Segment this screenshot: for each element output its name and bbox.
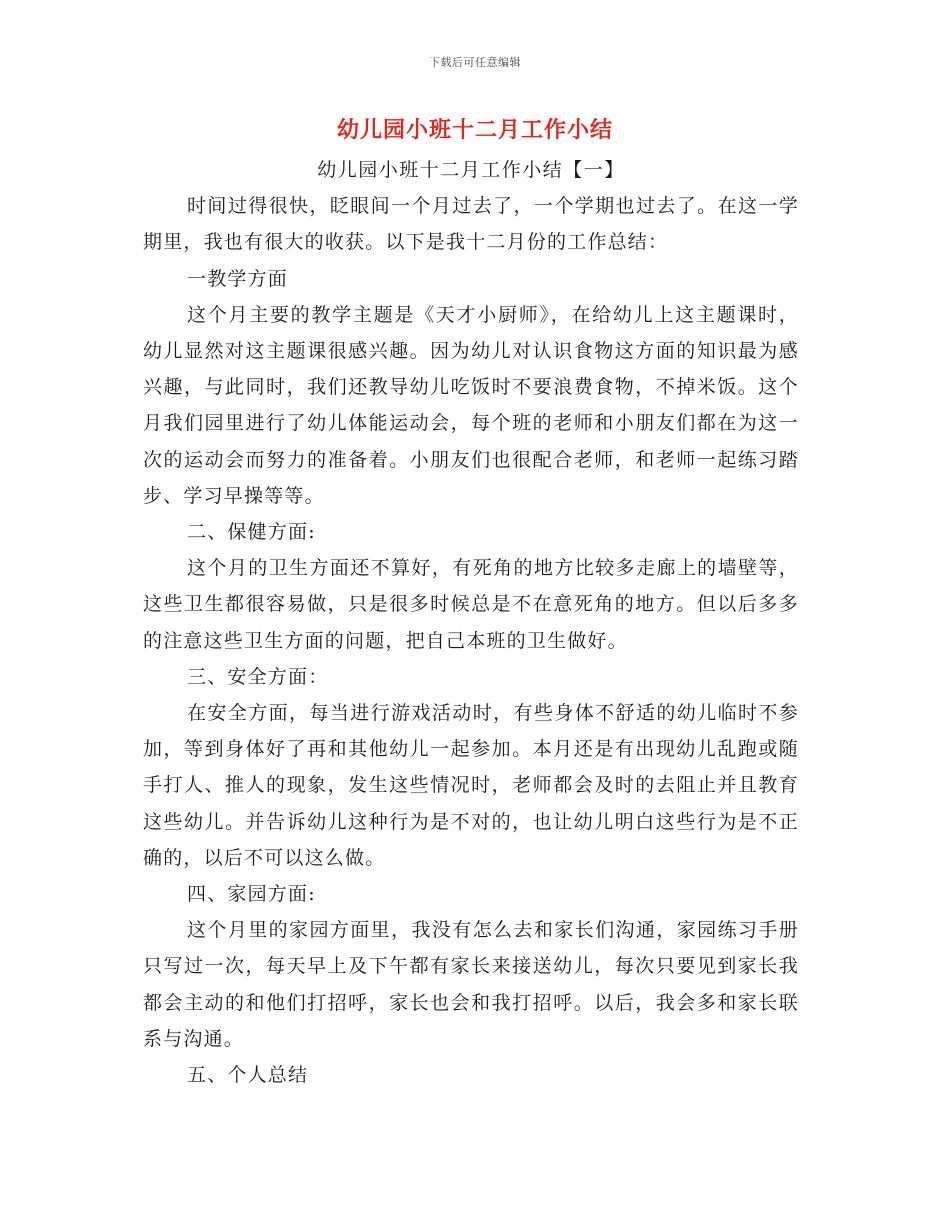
paragraph-safety: 在安全方面，每当进行游戏活动时，有些身体不舒适的幼儿临时不参加，等到身体好了再和其他幼儿一起参加。本月还是有出现幼儿乱跑或随手打人、推人的现象，发生这些情况时，老师都会及时的去阻止并且教育这些幼儿。并告诉幼儿这种行为是不对的，也让幼儿明白这些行为是不正确的，以后不可以这么做。 [143,702,799,869]
section-subtitle: 幼儿园小班十二月工作小结【一】 [317,159,625,181]
heading-safety: 三、安全方面： [187,665,329,688]
document-title: 幼儿园小班十二月工作小结 [336,117,613,143]
paragraph-health: 这个月的卫生方面还不算好，有死角的地方比较多走廊上的墙壁等，这些卫生都很容易做，只是很多时候总是不在意死角的地方。但以后多多的注意这些卫生方面的问题，把自己本班的卫生做好。 [143,557,799,652]
paragraph-intro: 时间过得很快，眨眼间一个月过去了，一个学期也过去了。在这一学期里，我也有很大的收获。以下是我十二月份的工作总结： [143,195,799,254]
paragraph-home-school: 这个月里的家园方面里，我没有怎么去和家长们沟通，家园练习手册只写过一次，每天早上及下午都有家长来接送幼儿，每次只要见到家长我都会主动的和他们打招呼，家长也会和我打招呼。以后，我会多和家长联系与沟通。 [143,919,799,1050]
heading-teaching: 一教学方面 [187,267,289,290]
paragraph-teaching: 这个月主要的教学主题是《天才小厨师》，在给幼儿上这主题课时，幼儿显然对这主题课很感兴趣。因为幼儿对认识食物这方面的知识最为感兴趣，与此同时，我们还教导幼儿吃饭时不要浪费食物，不掉米饭。这个月我们园里进行了幼儿体能运动会，每个班的老师和小朋友们都在为这一次的运动会而努力的准备着。小朋友们也很配合老师，和老师一起练习踏步、学习早操等等。 [143,303,799,507]
document-body [143,152,799,1093]
heading-health: 二、保健方面: [187,521,316,544]
header-note: 下载后可任意编辑 [429,56,521,69]
heading-home-school: 四、家园方面: [187,883,316,906]
heading-personal-summary: 五、个人总结 [187,1064,309,1087]
